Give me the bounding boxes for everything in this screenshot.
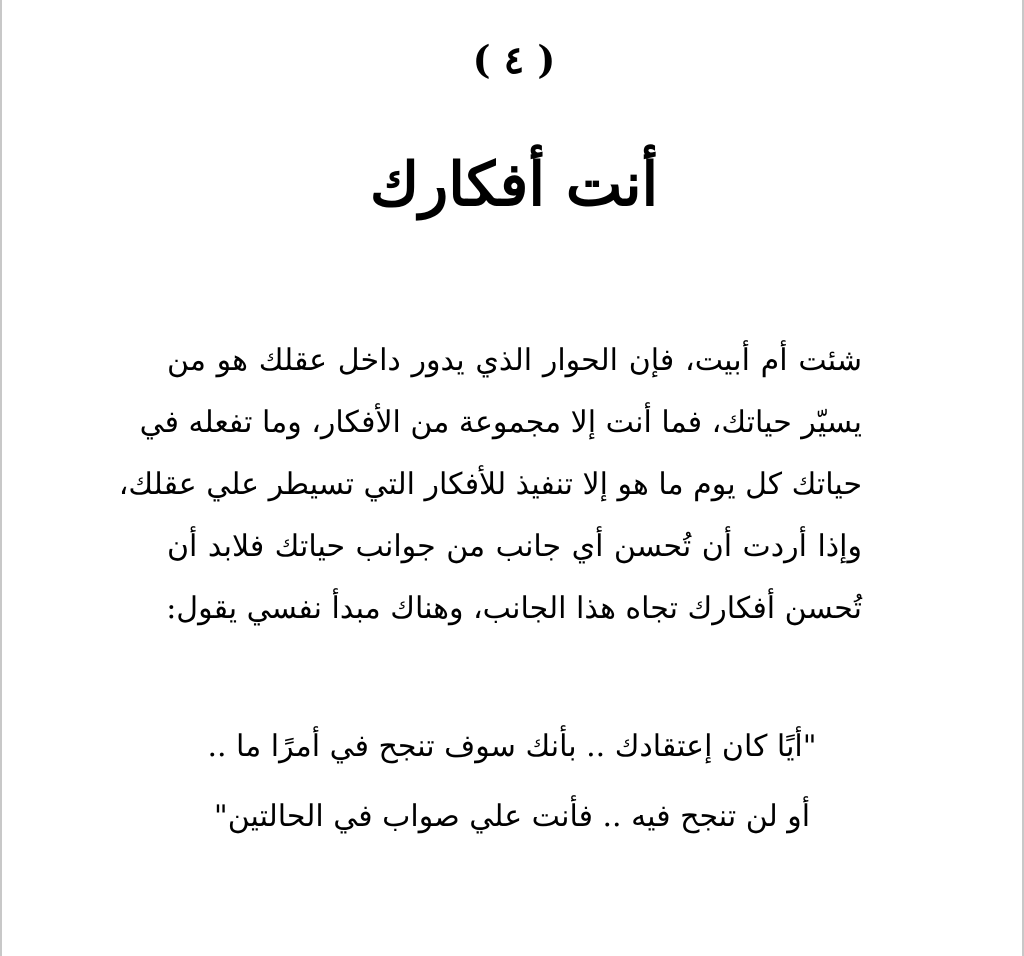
quote-block [162,712,862,852]
paragraph-line: تُحسن أفكارك تجاه هذا الجانب، وهناك مبدأ نفسي يقول: [166,591,862,626]
chapter-number: ( ٤ ) [472,37,556,82]
quote-line: أو لن تنجح فيه .. فأنت علي صواب في الحالتين" [213,799,811,834]
paragraph-line: حياتك كل يوم ما هو إلا تنفيذ للأفكار التي تسيطر علي عقلك، [118,467,862,502]
paragraph-line: شئت أم أبيت، فإن الحوار الذي يدور داخل عقلك هو من [167,343,862,378]
paragraph-line: وإذا أردت أن تُحسن أي جانب من جوانب حياتك فلابد أن [167,529,862,564]
chapter-title: أنت أفكارك [369,150,659,220]
paragraph-line: يسيّر حياتك، فما أنت إلا مجموعة من الأفكار، وما تفعله في [139,405,862,440]
quote-line: "أيًا كان إعتقادك .. بأنك سوف تنجح في أمرًا ما .. [207,729,817,764]
body-paragraph [118,330,862,640]
